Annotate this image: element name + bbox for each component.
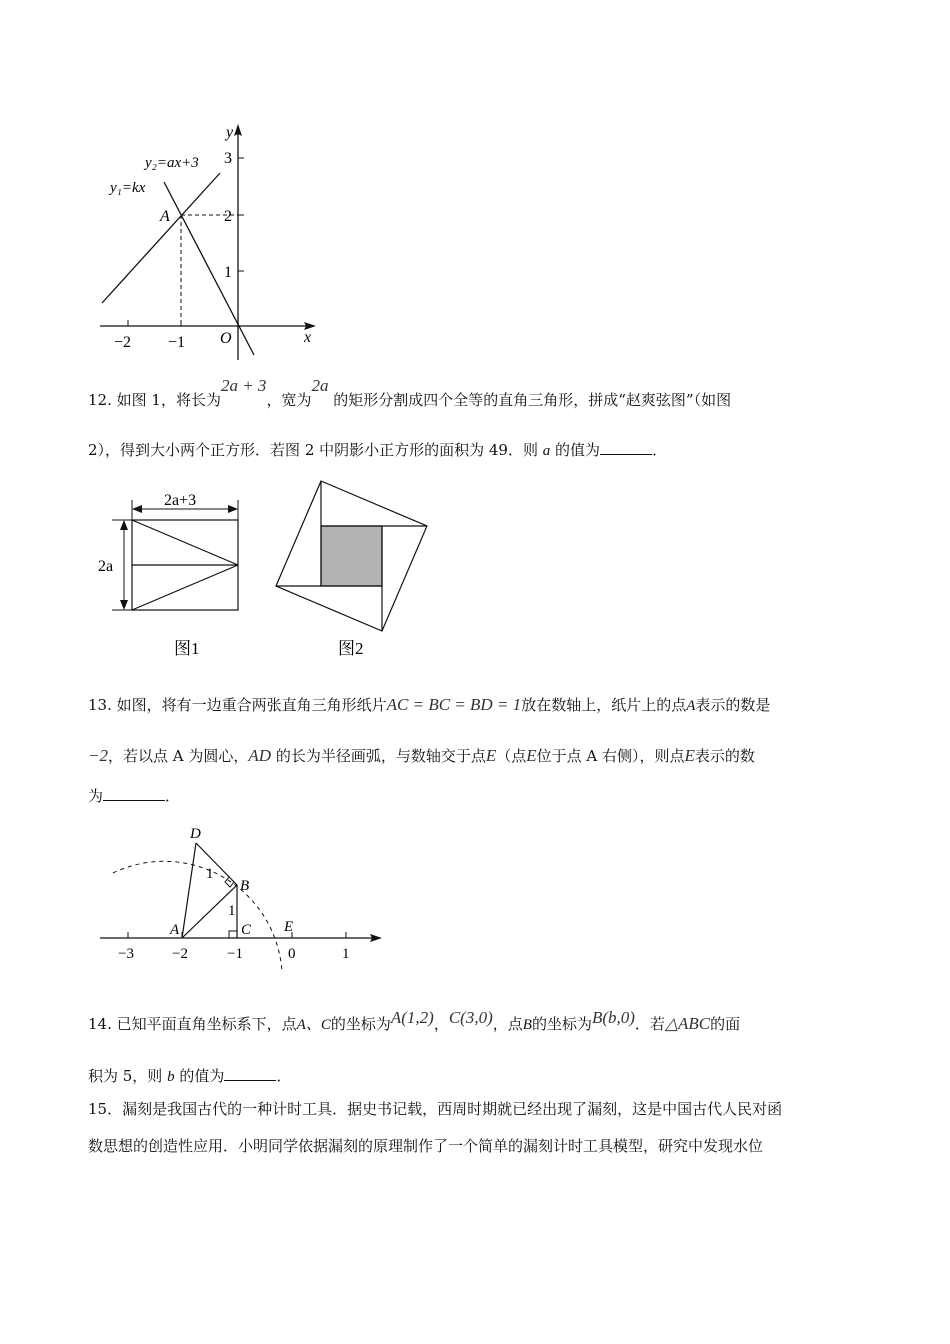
- q13-text: 的长为半径画弧，与数轴交于点: [275, 747, 486, 765]
- q13-text: 如图，将有一边重合两张直角三角形纸片: [116, 696, 387, 714]
- y-tick-1: 1: [224, 264, 232, 281]
- x-axis-label: x: [304, 329, 312, 346]
- q14-number: 14.: [88, 1015, 112, 1033]
- q14-text: 的坐标为: [330, 1015, 391, 1033]
- q12-text: ，宽为: [266, 391, 312, 409]
- fig1-caption: 图1: [174, 639, 200, 658]
- q14-text: 的值为: [179, 1067, 225, 1085]
- q12-line2: [88, 440, 667, 461]
- q14-triangle: △ABC: [664, 1014, 711, 1033]
- q13-text: 表示的数: [694, 747, 755, 765]
- q14-coord-a: A(1,2): [390, 1008, 434, 1027]
- q12-text: 的矩形分割成四个全等的直角三角形，拼成“赵爽弦图”（如图: [333, 391, 732, 409]
- q13-number: 13.: [88, 696, 112, 714]
- q14-text: 积为 5，则: [88, 1067, 163, 1085]
- point-a-label: A: [160, 208, 170, 225]
- q13-answer-blank: [103, 786, 165, 801]
- q15-line1: 15．漏刻是我国古代的一种计时工具．据史书记载，西周时期就已经出现了漏刻，这是中国古代人民对函: [88, 1100, 783, 1118]
- figure-linear-functions: [90, 115, 330, 365]
- fig1-side-label: 2a: [98, 558, 114, 575]
- label-c: C: [241, 922, 252, 938]
- q14-point-b: B: [522, 1017, 532, 1033]
- q13-e: E: [526, 746, 537, 765]
- q12-length-expr: 2a + 3: [220, 376, 267, 395]
- q13-text: 为: [88, 787, 104, 805]
- q13-text: 放在数轴上，纸片上的点: [521, 696, 687, 714]
- q14-points: A、C: [296, 1017, 331, 1033]
- q14-text: ．若: [634, 1015, 665, 1033]
- x-tick-neg2: −2: [114, 334, 132, 351]
- label-bd-length: 1: [206, 866, 214, 882]
- q14-line1: [88, 1008, 741, 1035]
- q13-equation: AC = BC = BD = 1: [386, 695, 522, 714]
- label-e: E: [284, 919, 294, 935]
- q14-variable: b: [167, 1069, 175, 1085]
- q14-coord-b: B(b,0): [591, 1008, 635, 1027]
- fig2-caption: 图2: [338, 639, 364, 658]
- q13-point-a: A: [686, 698, 696, 714]
- q14-text: 的坐标为: [531, 1015, 592, 1033]
- tick-neg2: −2: [172, 946, 188, 962]
- q12-text: 2），得到大小两个正方形．若图 2 中阴影小正方形的面积为 49．则: [88, 441, 538, 459]
- q12-variable: a: [542, 443, 551, 459]
- q13-line1: [88, 695, 770, 716]
- q14-sep: ，: [433, 1015, 449, 1033]
- q14-answer-blank: [224, 1066, 276, 1081]
- line1-label: y₁=kx: [110, 180, 146, 196]
- q13-e: E: [684, 746, 695, 765]
- q13-period: ．: [165, 787, 181, 805]
- q13-text: ，若以点 A 为圆心，: [107, 747, 249, 765]
- q14-line2: [88, 1066, 291, 1087]
- q14-period: ．: [276, 1067, 292, 1085]
- q13-e: E: [485, 746, 497, 765]
- line2-label: y₂=ax+3: [145, 155, 199, 171]
- y-axis-label: y: [226, 124, 234, 141]
- tick-0: 0: [288, 946, 296, 962]
- origin-label: O: [220, 330, 232, 347]
- q12-answer-blank: [600, 440, 652, 455]
- figure-zhao-shuang: [90, 475, 440, 665]
- tick-neg3: −3: [118, 946, 134, 962]
- q12-number: 12.: [88, 391, 112, 409]
- label-b: B: [240, 878, 250, 894]
- q13-text: 位于点 A 右侧），则点: [536, 747, 685, 765]
- q14-coord-c: C(3,0): [448, 1008, 493, 1027]
- q12-text: 如图 1，将长为: [116, 391, 221, 409]
- label-d: D: [190, 826, 201, 842]
- q12-line1: [88, 376, 732, 410]
- q13-line2: [88, 746, 755, 766]
- label-a: A: [170, 922, 180, 938]
- tick-neg1: −1: [227, 946, 243, 962]
- q14-text: 已知平面直角坐标系下，点: [116, 1015, 297, 1033]
- label-bc-length: 1: [228, 903, 236, 919]
- q12-text: 的值为: [555, 441, 601, 459]
- x-tick-neg1: −1: [168, 334, 186, 351]
- q14-text: ，点: [492, 1015, 523, 1033]
- q14-text: 的面: [710, 1015, 741, 1033]
- q13-text: 表示的数是: [695, 696, 771, 714]
- tick-1: 1: [342, 946, 350, 962]
- fig1-top-label: 2a+3: [164, 492, 197, 509]
- q13-text: （点: [496, 747, 527, 765]
- y-tick-3: 3: [224, 150, 232, 167]
- q13-neg2: −2: [88, 746, 108, 765]
- q12-width-expr: 2a: [311, 376, 329, 395]
- q12-period: ．: [652, 441, 668, 459]
- q13-line3: [88, 786, 180, 806]
- figure-number-line: [95, 815, 395, 990]
- q15-line2: 数思想的创造性应用．小明同学依据漏刻的原理制作了一个简单的漏刻计时工具模型，研究中发现水位: [88, 1137, 764, 1155]
- y-tick-2: 2: [224, 208, 232, 225]
- q13-ad: AD: [248, 746, 272, 765]
